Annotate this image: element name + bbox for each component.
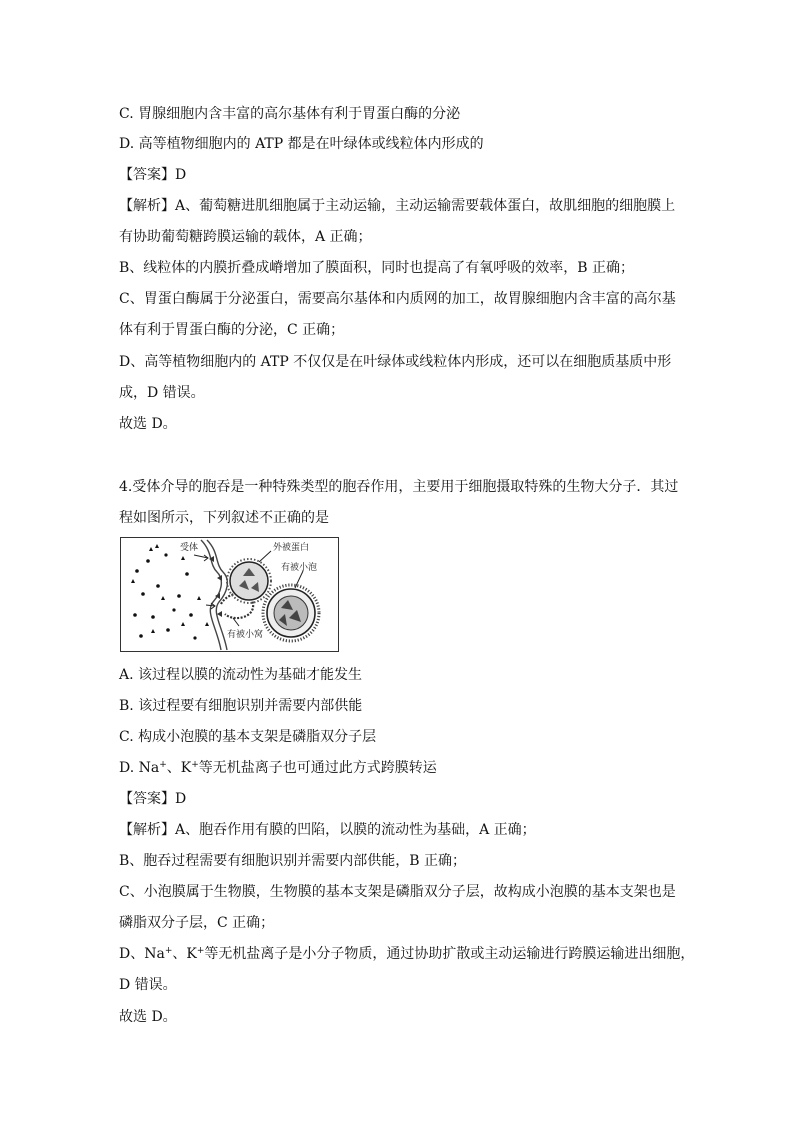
q3-answer: 【答案】D [119, 167, 187, 183]
q4-analysis-line: 【解析】A、胞吞作用有膜的凹陷，以膜的流动性为基础，A 正确； [119, 822, 536, 838]
q4-option-d: D. Na+、K+等无机盐离子也可通过此方式跨膜转运 [119, 760, 437, 776]
label-coated-vesicle: 有被小泡 [281, 563, 318, 573]
label-receptor: 受体 [180, 543, 199, 553]
q4-stem-continued: 程如图所示，下列叙述不正确的是 [119, 510, 329, 526]
q3-analysis-line: 有协助葡萄糖跨膜运输的载体，A 正确； [119, 229, 372, 245]
q4-option-c: C. 构成小泡膜的基本支架是磷脂双分子层 [119, 729, 377, 745]
q3-analysis-line: 体有利于胃蛋白酶的分泌，C 正确； [119, 322, 345, 338]
q4-option-a: A. 该过程以膜的流动性为基础才能发生 [119, 667, 363, 683]
q3-conclusion: 故选 D。 [119, 416, 177, 432]
q3-analysis-line: D、高等植物细胞内的 ATP 不仅仅是在叶绿体或线粒体内形成，还可以在细胞质基质中形 [119, 354, 672, 370]
q4-answer: 【答案】D [119, 791, 187, 807]
q4-analysis-line: 磷脂双分子层，C 正确； [119, 915, 275, 931]
q3-option-c: C. 胃腺细胞内含丰富的高尔基体有利于胃蛋白酶的分泌 [119, 106, 461, 122]
q4-analysis-line: D、Na+、K+等无机盐离子是小分子物质，通过协助扩散或主动运输进行跨膜运输进出细胞， [119, 946, 695, 962]
q4-analysis-line: D 错误。 [119, 977, 177, 993]
q4-analysis-line: C、小泡膜属于生物膜，生物膜的基本支架是磷脂双分子层，故构成小泡膜的基本支架也是 [119, 884, 676, 900]
q3-option-d: D. 高等植物细胞内的 ATP 都是在叶绿体或线粒体内形成的 [119, 136, 484, 152]
q4-option-b: B. 该过程要有细胞识别并需要内部供能 [119, 698, 363, 714]
q4-conclusion: 故选 D。 [119, 1009, 177, 1025]
q3-analysis-line: 【解析】A、葡萄糖进肌细胞属于主动运输，主动运输需要载体蛋白，故肌细胞的细胞膜上 [119, 198, 676, 214]
label-coat-protein: 外被蛋白 [273, 543, 310, 553]
endocytosis-figure [120, 537, 339, 652]
q3-analysis-line: 成，D 错误。 [119, 385, 205, 401]
endocytosis-diagram [121, 538, 338, 651]
label-coated-pit: 有被小窝 [227, 630, 264, 640]
q3-analysis-line: B、线粒体的内膜折叠成嵴增加了膜面积，同时也提高了有氧呼吸的效率，B 正确； [119, 260, 635, 276]
q3-analysis-line: C、胃蛋白酶属于分泌蛋白，需要高尔基体和内质网的加工，故胃腺细胞内含丰富的高尔基 [119, 291, 676, 307]
q4-analysis-line: B、胞吞过程需要有细胞识别并需要内部供能，B 正确； [119, 853, 467, 869]
q4-stem: 4.受体介导的胞吞是一种特殊类型的胞吞作用，主要用于细胞摄取特殊的生物大分子．其过 [119, 479, 679, 495]
